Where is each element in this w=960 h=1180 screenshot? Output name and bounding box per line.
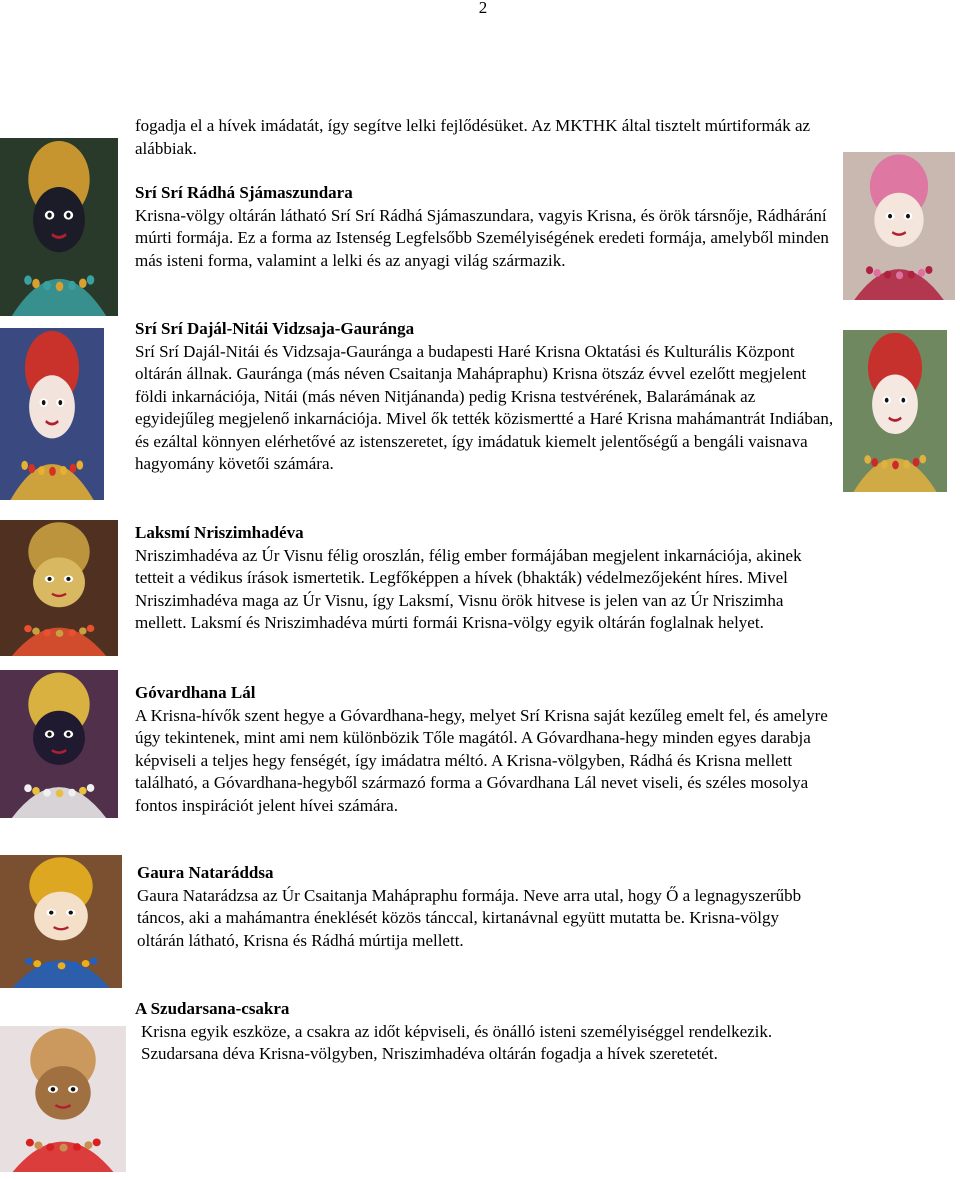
- pupil-left: [888, 214, 892, 218]
- section-body: Nriszimhadéva az Úr Visnu félig oroszlán, félig ember formájában megjelent inkarnációja, akinek tetteit a védikus írások ismertetik. Legfőképpen a hívek (bhakták) védelmezőjeként híres. Mivel Nriszimhadéva maga az Úr Visnu, így Laksmí, Visnu örök hitvese is jelen van az Úr Nriszimha mellett. Laksmí és Nriszimhadéva múrti formái Krisna-völgy egyik oltárán foglalnak helyet.: [135, 545, 802, 632]
- pupil-left: [47, 732, 51, 736]
- face: [872, 375, 918, 434]
- krishna-photo: [0, 138, 118, 316]
- garland-flower: [25, 958, 33, 965]
- garland-flower: [79, 787, 87, 795]
- garland-flower: [903, 460, 910, 469]
- section-sudarshana: [135, 998, 835, 1066]
- section-body: A Krisna-hívők szent hegye a Góvardhana-hegy, melyet Srí Krisna saját kezűleg emelt fel, és amelyre úgy tekintenek, mint ami nem különbözik Tőle magától. A Góvardhana-hegy minden egyes darabja képviseli a teljes hegy fenségét, így imádatra méltó. A Krisna-völgyben, Rádhá és Krisna mellett található, a Góvardhana-hegyből származó forma a Góvardhana Lál nevet viseli, és széles mosolya fontos inspirációt jelent hívei számára.: [135, 705, 828, 815]
- garland-flower: [918, 269, 925, 277]
- garland-flower: [24, 784, 32, 792]
- face: [33, 557, 85, 607]
- garland-flower: [871, 458, 878, 467]
- pupil-left: [42, 400, 46, 405]
- pupil-right: [71, 1087, 76, 1091]
- section-heading: Srí Srí Rádhá Sjámaszundara: [135, 183, 353, 202]
- garland-flower: [58, 962, 66, 969]
- radha-photo: [843, 152, 955, 300]
- garland-flower: [908, 271, 915, 279]
- gauranga-photo: [843, 330, 947, 492]
- garland-flower: [32, 787, 40, 795]
- garland-flower: [68, 629, 76, 636]
- gaura-nataraja-photo: [0, 855, 122, 988]
- section-gaura-nataraja: [137, 862, 827, 952]
- garland-flower: [43, 789, 51, 797]
- face: [33, 711, 85, 765]
- pupil-right: [69, 911, 73, 915]
- section-body: Gaura Natarádzsa az Úr Csaitanja Mahápraphu formája. Neve arra utal, hogy Ő a legnagyszerűbb táncos, aki a mahámantra éneklését közös tánccal, kirtanávnal együtt mutatta be. Krisna-völgy oltárán látható, Krisna és Rádhá múrtija mellett.: [137, 885, 802, 950]
- section-govardhana-lal: [135, 682, 835, 817]
- garland-flower: [90, 957, 98, 964]
- section-body: Srí Srí Dajál-Nitái és Vidzsaja-Gauránga a budapesti Haré Krisna Oktatási és Kulturális Központ oltárán állnak. Gauránga (más néven Csaitanja Mahápraphu) Krisna ötszáz évvel ezelőtt megjelent földi inkarnációja, Nitái (más néven Nitjánanda) pedig Krisna testvérének, Balarámának az egyidejűleg megjelenő inkarnációja. Mivel ők tették közismertté a Haré Krisna mahámantrát Indiában, és ezáltal könnyen elérhetővé az istenszeretet, így imádatuk kiemelt jelentőségű a bengáli vaisnava hagyomány követői számára.: [135, 341, 834, 473]
- section-lakshmi-nrisimha: [135, 522, 825, 635]
- garland-flower: [892, 461, 899, 470]
- garland-flower: [79, 278, 87, 287]
- nrisimha-photo: [0, 520, 118, 656]
- pupil-left: [51, 1087, 56, 1091]
- garland-flower: [56, 789, 64, 797]
- garland-flower: [34, 1141, 42, 1149]
- face: [874, 193, 923, 247]
- section-nitai-gauranga: [135, 318, 835, 476]
- govardhana-photo: [0, 670, 118, 818]
- garland-flower: [43, 629, 51, 636]
- garland-flower: [45, 962, 53, 969]
- face: [34, 892, 88, 941]
- garland-flower: [70, 464, 77, 473]
- pupil-right: [66, 577, 70, 581]
- pupil-left: [49, 911, 53, 915]
- garland-flower: [84, 1141, 92, 1149]
- garland-flower: [866, 266, 873, 274]
- garland-flower: [79, 627, 87, 634]
- section-body: Krisna-völgy oltárán látható Srí Srí Rádhá Sjámaszundara, vagyis Krisna, és örök társnője, Rádhárání múrti formája. Ez a forma az Istenség Legfelsőbb Személyiségének eredeti formája, amelyből minden más isteni forma, valamint a lelki és az anyagi világ származik.: [135, 205, 829, 270]
- garland-flower: [32, 628, 40, 635]
- garland-flower: [87, 275, 95, 284]
- garland-flower: [32, 279, 40, 288]
- garland-flower: [87, 625, 95, 632]
- section-heading: Srí Srí Dajál-Nitái Vidzsaja-Gauránga: [135, 319, 415, 338]
- garland-flower: [24, 275, 32, 284]
- garland-flower: [919, 455, 926, 464]
- garland-flower: [49, 467, 56, 476]
- garland-flower: [68, 281, 76, 290]
- garland-flower: [56, 282, 64, 291]
- garland-flower: [76, 460, 83, 469]
- garland-flower: [33, 960, 41, 967]
- garland-flower: [925, 266, 932, 274]
- garland-flower: [874, 269, 881, 277]
- garland-flower: [73, 1143, 81, 1151]
- garland-flower: [60, 1144, 68, 1152]
- garland-flower: [71, 962, 79, 969]
- section-heading: Gaura Nataráddsa: [137, 863, 274, 882]
- garland-flower: [896, 271, 903, 279]
- garland-flower: [60, 466, 67, 475]
- section-body: Krisna egyik eszköze, a csakra az időt képviseli, és önálló isteni személyiséggel rendelkezik. Szudarsana déva Krisna-völgyben, Nriszimhadéva oltárán fogadja a hívek szeretetét.: [141, 1021, 773, 1063]
- pupil-left: [47, 577, 51, 581]
- garland-flower: [46, 1143, 54, 1151]
- pupil-left: [47, 212, 51, 217]
- garland-flower: [82, 960, 90, 967]
- garland-flower: [26, 1139, 34, 1147]
- face: [35, 1066, 90, 1120]
- garland-flower: [21, 461, 28, 470]
- intro-block: [135, 115, 835, 272]
- pupil-right: [66, 212, 70, 217]
- garland-flower: [56, 630, 64, 637]
- pupil-right: [906, 214, 910, 218]
- face: [29, 375, 75, 438]
- garland-flower: [884, 271, 891, 279]
- nitai-photo: [0, 328, 104, 500]
- garland-flower: [913, 458, 920, 467]
- face: [33, 187, 85, 252]
- garland-flower: [24, 625, 32, 632]
- garland-flower: [68, 789, 76, 797]
- garland-flower: [93, 1138, 101, 1146]
- garland-flower: [881, 460, 888, 469]
- pupil-right: [58, 400, 62, 405]
- pupil-left: [885, 398, 889, 403]
- garland-flower: [864, 455, 871, 464]
- intro-text: fogadja el a hívek imádatát, így segítve lelki fejlődésüket. Az MKTHK által tisztelt múrtiformák az alábbiak.: [135, 116, 811, 158]
- page-number: 2: [478, 0, 488, 17]
- section-heading: Góvardhana Lál: [135, 683, 256, 702]
- garland-flower: [28, 464, 35, 473]
- section-heading: Laksmí Nriszimhadéva: [135, 523, 304, 542]
- section-heading: A Szudarsana-csakra: [135, 999, 290, 1018]
- pupil-right: [66, 732, 70, 736]
- garland-flower: [87, 784, 95, 792]
- garland-flower: [38, 466, 45, 475]
- sudarshana-photo: [0, 1026, 126, 1172]
- pupil-right: [901, 398, 905, 403]
- garland-flower: [43, 281, 51, 290]
